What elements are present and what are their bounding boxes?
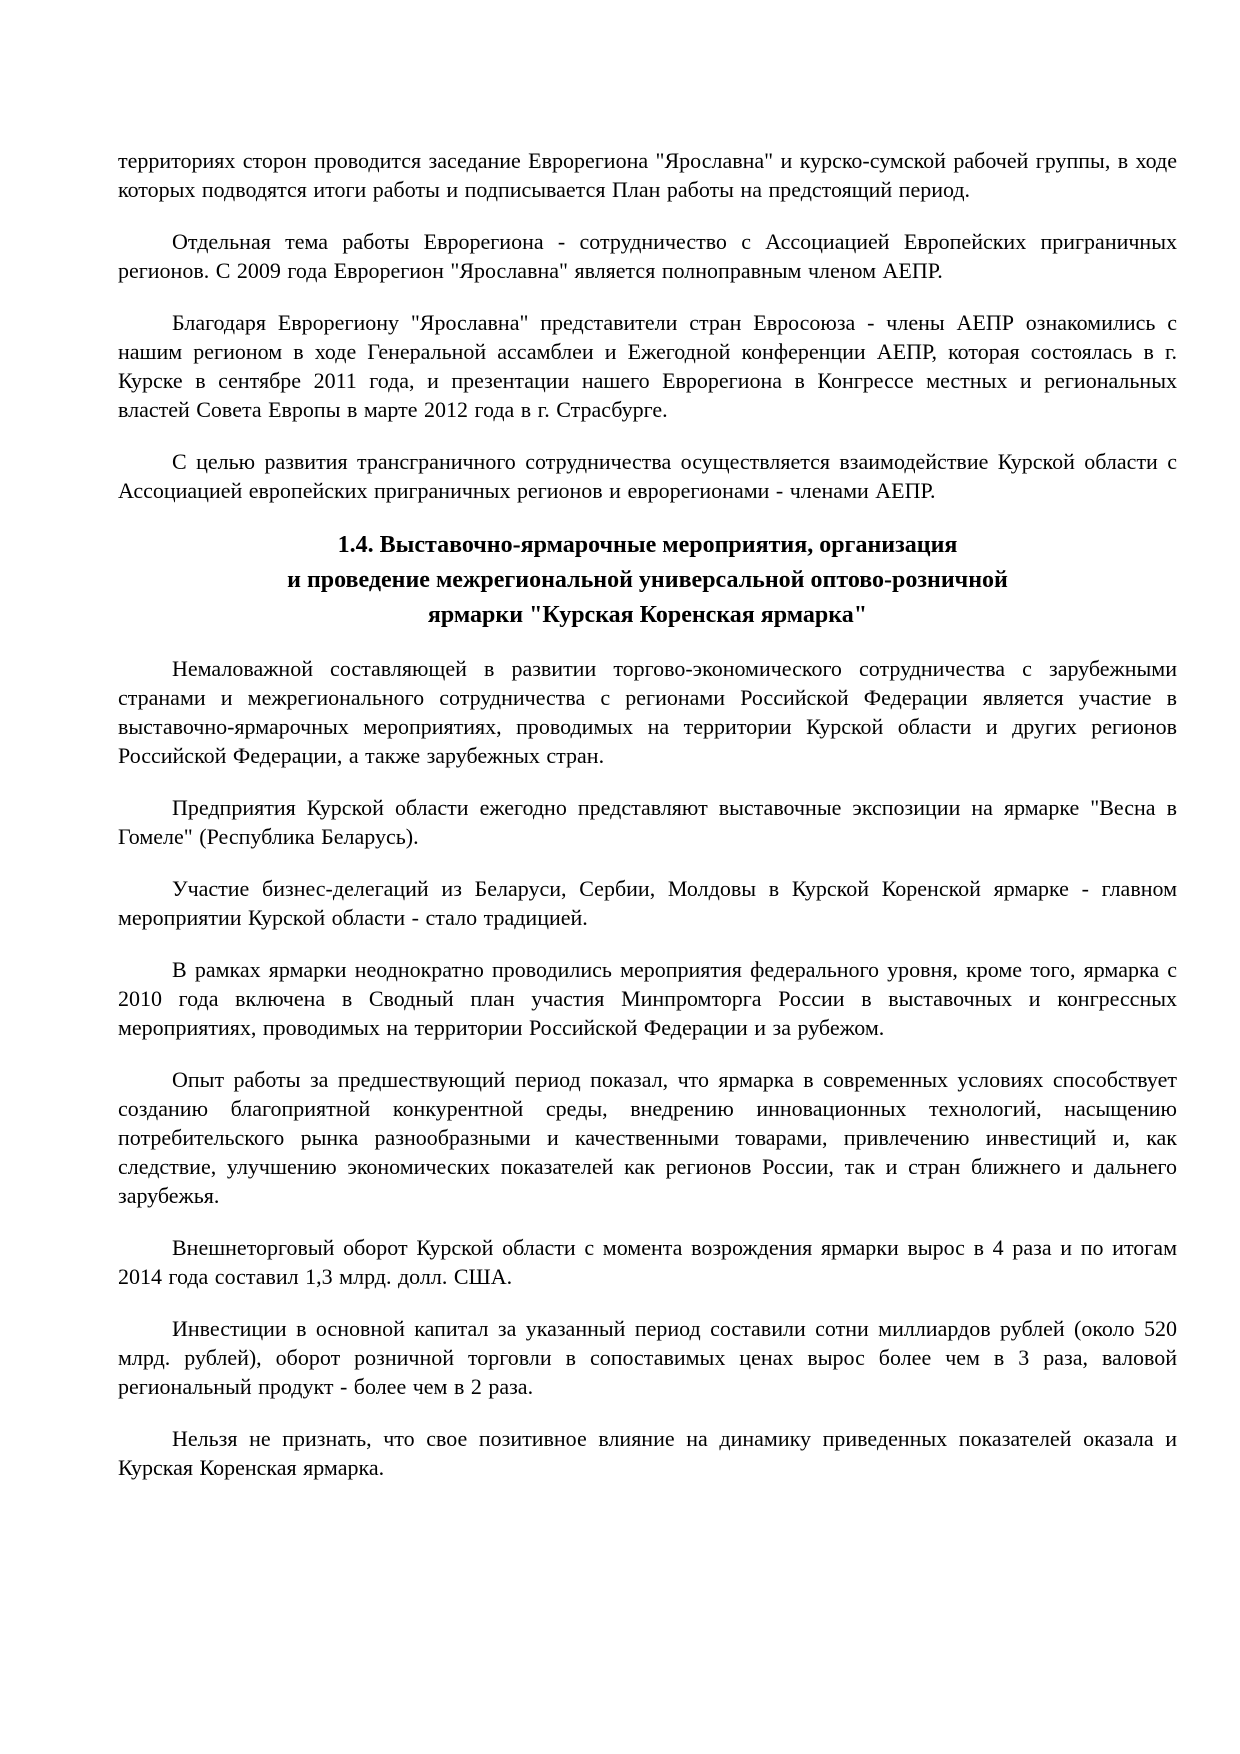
body-paragraph: С целью развития трансграничного сотрудничества осуществляется взаимодействие Курской области с Ассоциацией европейских приграничных регионов и еврорегионами - членами АЕПР. [118, 449, 1177, 503]
body-paragraph: Опыт работы за предшествующий период показал, что ярмарка в современных условиях способствует созданию благоприятной конкурентной среды, внедрению инновационных технологий, насыщению потребительского рынка разнообразными и качественными товарами, привлечению инвестиций и, как следствие, улучшению экономических показателей как регионов России, так и стран ближнего и дальнего зарубежья. [118, 1067, 1177, 1208]
body-paragraph: Отдельная тема работы Еврорегиона - сотрудничество с Ассоциацией Европейских приграничных регионов. С 2009 года Еврорегион "Ярославна" является полноправным членом АЕПР. [118, 229, 1177, 283]
body-paragraph: Немаловажной составляющей в развитии торгово-экономического сотрудничества с зарубежными странами и межрегионального сотрудничества с регионами Российской Федерации является участие в выставочно-ярмарочных мероприятиях, проводимых на территории Курской области и других регионов Российской Федерации, а также зарубежных стран. [118, 656, 1177, 768]
section-heading [118, 528, 1177, 633]
body-paragraph: Нельзя не признать, что свое позитивное влияние на динамику приведенных показателей оказала и Курская Коренская ярмарка. [118, 1426, 1177, 1480]
section-heading-line-1: 1.4. Выставочно-ярмарочные мероприятия, организация [337, 532, 958, 558]
section-heading-line-2: и проведение межрегиональной универсальной оптово-розничной [287, 567, 1008, 593]
section-heading-line-3: ярмарки "Курская Коренская ярмарка" [427, 602, 868, 628]
body-paragraph: Инвестиции в основной капитал за указанный период составили сотни миллиардов рублей (около 520 млрд. рублей), оборот розничной торговли в сопоставимых ценах вырос более чем в 3 раза, валовой региональный продукт - более чем в 2 раза. [118, 1316, 1177, 1399]
body-paragraph: Предприятия Курской области ежегодно представляют выставочные экспозиции на ярмарке "Весна в Гомеле" (Республика Беларусь). [118, 795, 1177, 849]
body-paragraph: территориях сторон проводится заседание Еврорегиона "Ярославна" и курско-сумской рабочей группы, в ходе которых подводятся итоги работы и подписывается План работы на предстоящий период. [118, 148, 1177, 202]
body-paragraph: Внешнеторговый оборот Курской области с момента возрождения ярмарки вырос в 4 раза и по итогам 2014 года составил 1,3 млрд. долл. США. [118, 1235, 1177, 1289]
body-paragraph: Участие бизнес-делегаций из Беларуси, Сербии, Молдовы в Курской Коренской ярмарке - главном мероприятии Курской области - стало традицией. [118, 876, 1177, 930]
body-paragraph: В рамках ярмарки неоднократно проводились мероприятия федерального уровня, кроме того, ярмарка с 2010 года включена в Сводный план участия Минпромторга России в выставочных и конгрессных мероприятиях, проводимых на территории Российской Федерации и за рубежом. [118, 957, 1177, 1040]
body-paragraph: Благодаря Еврорегиону "Ярославна" представители стран Евросоюза - члены АЕПР ознакомились с нашим регионом в ходе Генеральной ассамблеи и Ежегодной конференции АЕПР, которая состоялась в г. Курске в сентябре 2011 года, и презентации нашего Еврорегиона в Конгрессе местных и региональных властей Совета Европы в марте 2012 года в г. Страсбурге. [118, 310, 1177, 422]
